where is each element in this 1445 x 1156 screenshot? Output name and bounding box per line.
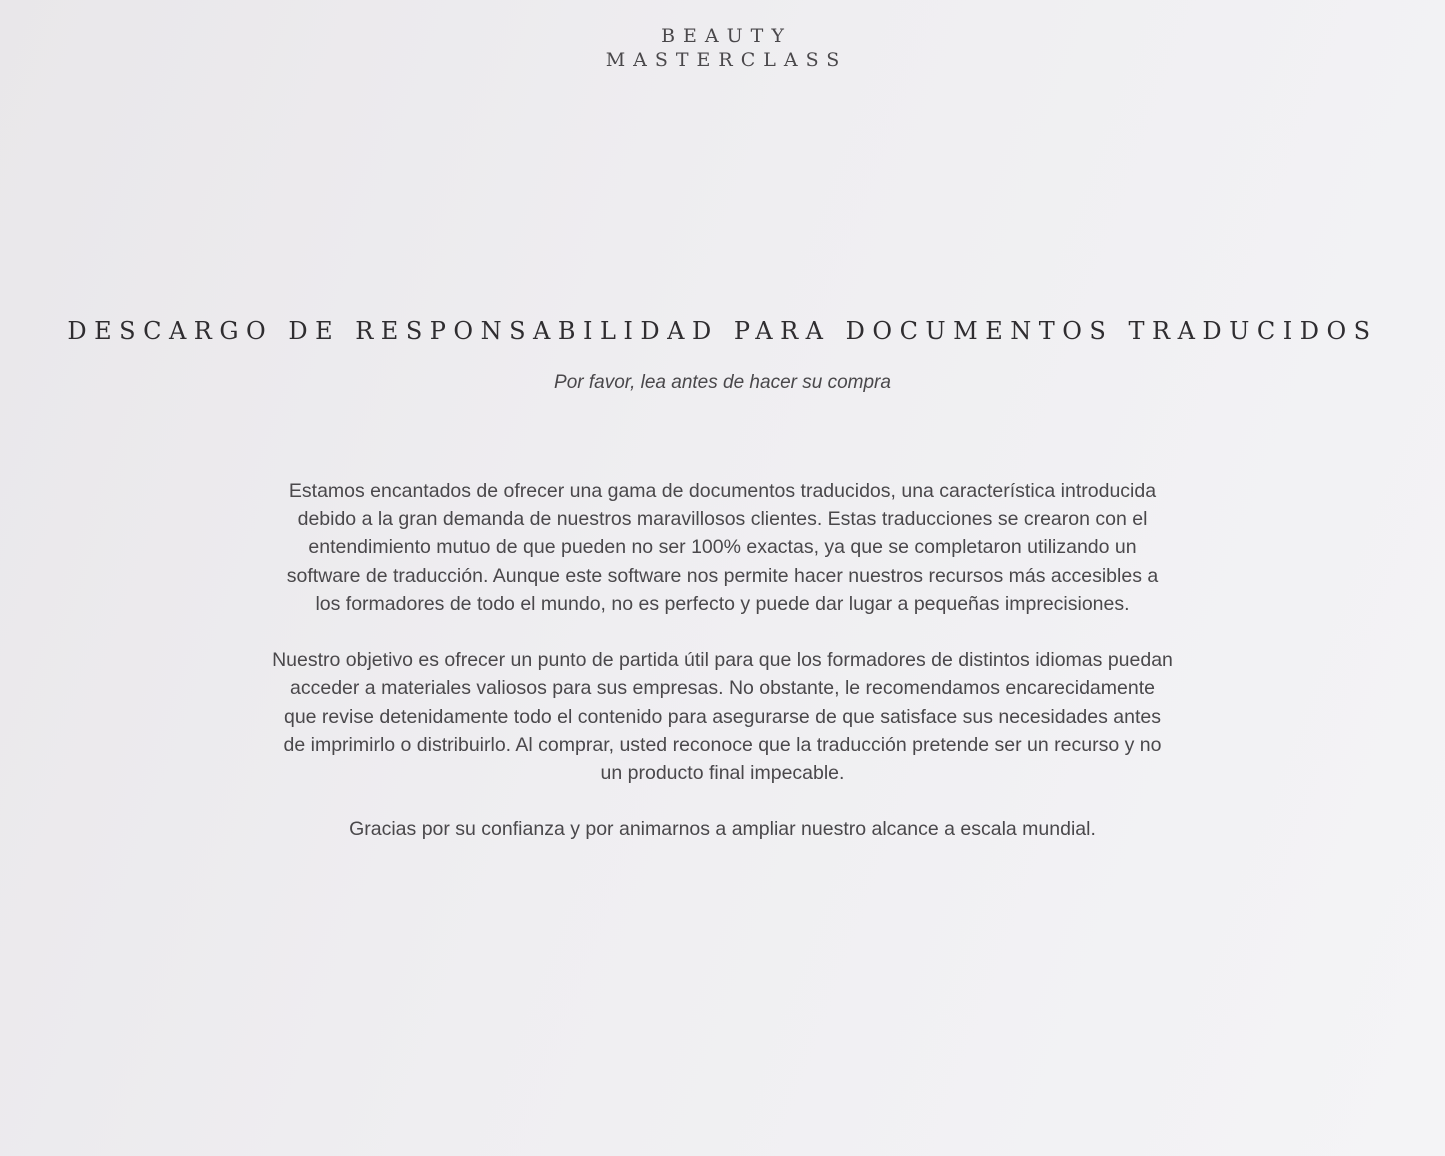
brand-line-1: BEAUTY xyxy=(661,25,792,47)
paragraph-3: Gracias por su confianza y por animarnos a ampliar nuestro alcance a escala mundial. xyxy=(349,818,1096,841)
disclaimer-body xyxy=(272,477,1173,872)
page-subtitle: Por favor, lea antes de hacer su compra xyxy=(554,372,891,393)
brand-logo xyxy=(0,24,1445,72)
paragraph-1: Estamos encantados de ofrecer una gama de documentos traducidos, una característica introducida debido a la gran demanda de nuestros maravillosos clientes. Estas traducciones se crearon con el entendimiento mutuo de que pueden no ser 100% exactas, ya que se completaron utilizando un software de traducción. Aunque este software nos permite hacer nuestros recursos más accesibles a los formadores de todo el mundo, no es perfecto y puede dar lugar a pequeñas imprecisiones. xyxy=(286,480,1159,615)
paragraph-2: Nuestro objetivo es ofrecer un punto de partida útil para que los formadores de distintos idiomas puedan acceder a materiales valiosos para sus empresas. No obstante, le recomendamos encarecidamente que revise detenidamente todo el contenido para asegurarse de que satisface sus necesidades antes de imprimirlo o distribuirlo. Al comprar, usted reconoce que la traducción pretende ser un recurso y no un producto final impecable. xyxy=(272,649,1173,785)
page-title: DESCARGO DE RESPONSABILIDAD PARA DOCUMENTOS TRADUCIDOS xyxy=(67,317,1378,345)
brand-line-2: MASTERCLASS xyxy=(605,49,848,71)
